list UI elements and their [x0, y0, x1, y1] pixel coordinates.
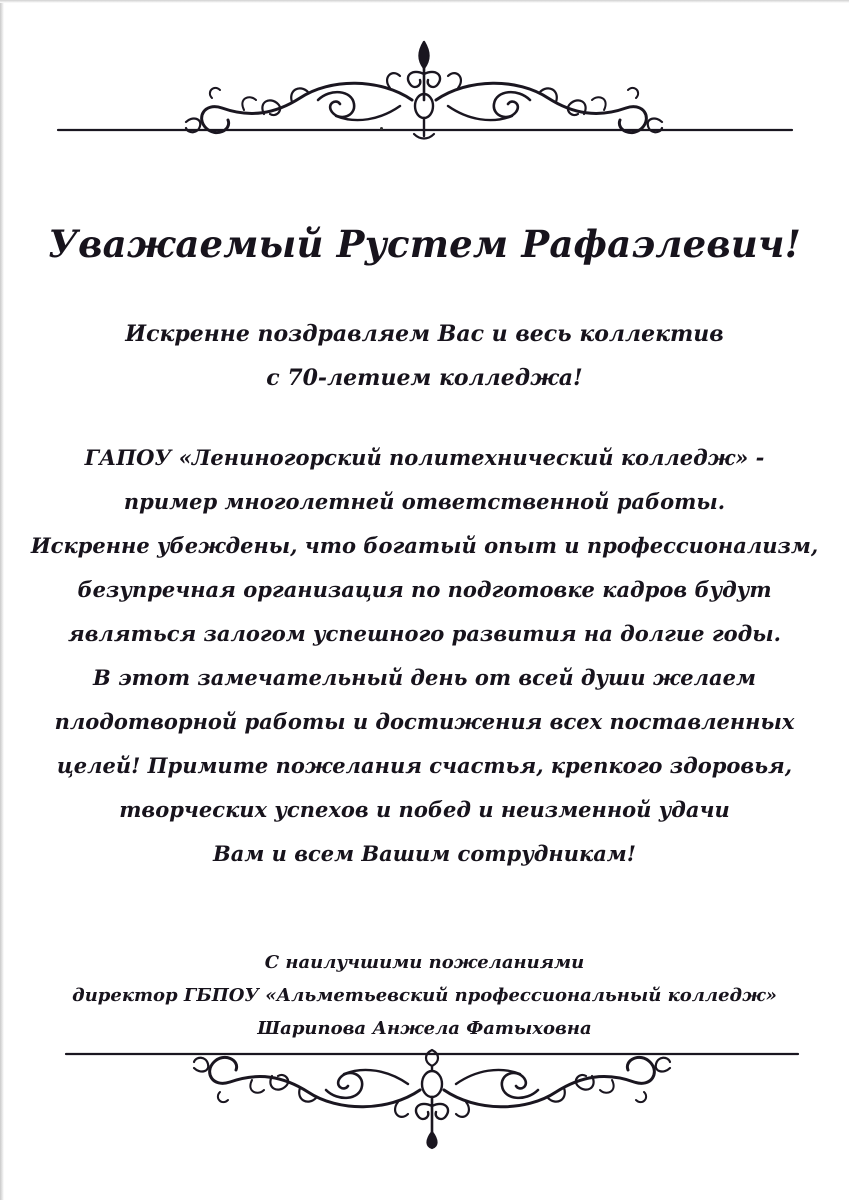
body-line: целей! Примите пожелания счастья, крепкого здоровья,: [56, 753, 793, 778]
body-line: Вам и всем Вашим сотрудникам!: [213, 841, 636, 866]
body-line: Искренне убеждены, что богатый опыт и профессионализм,: [30, 533, 819, 558]
bottom-flourish-divider-icon: [0, 1040, 849, 1150]
body-paragraph: [20, 436, 829, 876]
intro-line: Искренне поздравляем Вас и весь коллектив: [125, 321, 724, 347]
body-line: В этот замечательный день от всей души желаем: [93, 665, 756, 690]
body-line: пример многолетней ответственной работы.: [123, 489, 726, 514]
signature-position: директор ГБПОУ «Альметьевский профессиональный колледж»: [72, 985, 777, 1006]
top-flourish-divider-icon: [0, 38, 849, 148]
body-line: ГАПОУ «Лениногорский политехнический колледж» -: [84, 445, 765, 470]
scan-speck: [380, 127, 383, 130]
body-line: являться залогом успешного развития на долгие годы.: [68, 621, 781, 646]
greeting-heading: Уважаемый Рустем Рафаэлевич!: [47, 222, 802, 266]
scan-edge: [0, 0, 4, 1200]
body-line: творческих успехов и побед и неизменной удачи: [119, 797, 730, 822]
intro-paragraph: [20, 312, 829, 400]
signature-block: [20, 946, 829, 1045]
signature-regards: С наилучшими пожеланиями: [264, 952, 585, 973]
body-line: плодотворной работы и достижения всех поставленных: [54, 709, 795, 734]
body-line: безупречная организация по подготовке кадров будут: [77, 577, 772, 602]
signature-name: Шарипова Анжела Фатыховна: [257, 1018, 592, 1039]
scan-edge: [0, 0, 849, 3]
intro-line: с 70-летием колледжа!: [266, 365, 583, 391]
